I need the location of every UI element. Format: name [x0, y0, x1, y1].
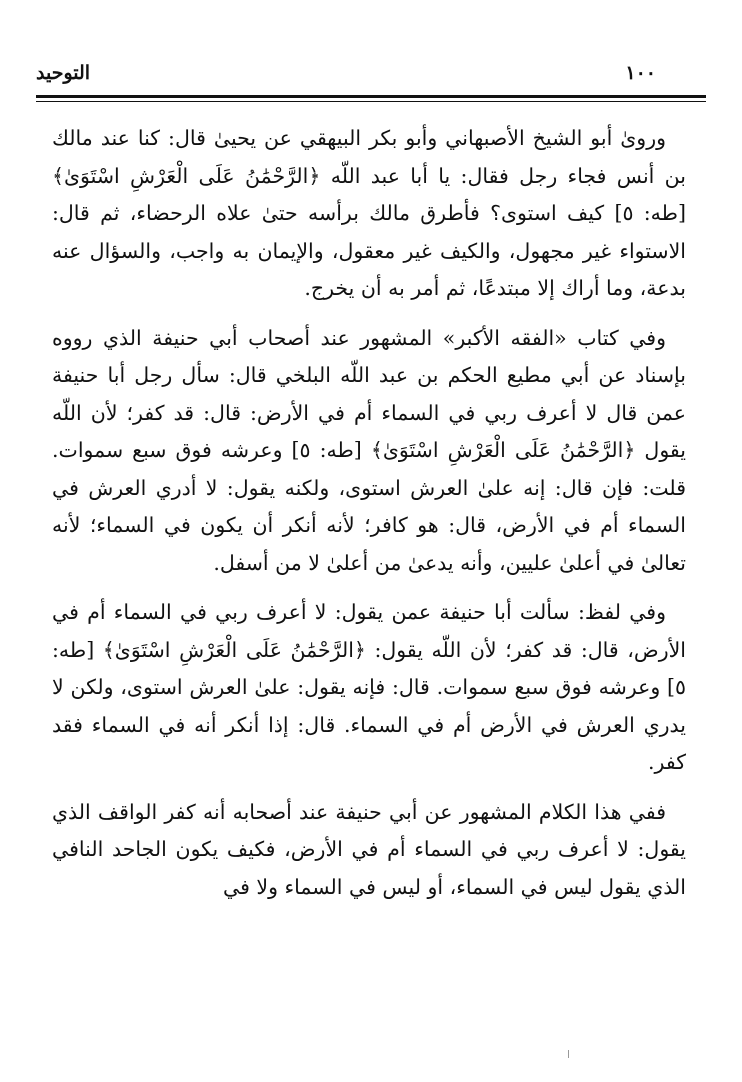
header-rule-thin [36, 101, 706, 102]
running-title: التوحيد [36, 62, 91, 84]
paragraph-malik: وروىٰ أبو الشيخ الأصبهاني وأبو بكر البيهقي عن يحيىٰ قال: كنا عند مالك بن أنس فجاء رجل فقال: يا أبا عبد اللّه ﴿الرَّحْمَٰنُ عَلَى الْعَرْشِ اسْتَوَىٰ﴾ [طه: ٥] كيف استوى؟ فأطرق مالك برأسه حتىٰ علاه الرحضاء، ثم قال: الاستواء غير مجهول، والكيف غير معقول، والإيمان به واجب، والسؤال عنه بدعة، وما أراك إلا مبتدعًا، ثم أمر به أن يخرج. [52, 126, 686, 300]
page-number: ١٠٠ [625, 62, 656, 84]
page-body [52, 120, 686, 918]
header-rule-thick [36, 95, 706, 98]
page-header [36, 58, 706, 94]
paragraph-other-wording: وفي لفظ: سألت أبا حنيفة عمن يقول: لا أعرف ربي في السماء أم في الأرض، قال: قد كفر؛ لأن اللّه يقول: ﴿الرَّحْمَٰنُ عَلَى الْعَرْشِ اسْتَوَىٰ﴾ [طه: ٥] وعرشه فوق سبع سموات. قال: فإنه يقول: علىٰ العرش استوى، ولكن لا يدري العرش في الأرض أم في السماء. قال: إذا أنكر أنه في السماء فقد كفر. [52, 600, 686, 774]
paragraph-conclusion: ففي هذا الكلام المشهور عن أبي حنيفة عند أصحابه أنه كفر الواقف الذي يقول: لا أعرف ربي في السماء أم في الأرض، فكيف يكون الجاحد النافي الذي يقول ليس في السماء، أو ليس في السماء ولا في [52, 799, 686, 899]
bottom-mark [568, 1050, 569, 1058]
paragraph-fiqh-akbar: وفي كتاب «الفقه الأكبر» المشهور عند أصحاب أبي حنيفة الذي رووه بإسناد عن أبي مطيع الحكم بن عبد اللّه البلخي قال: سأل رجل أبا حنيفة عمن قال لا أعرف ربي في السماء أم في الأرض: قال: قد كفر؛ لأن اللّه يقول ﴿الرَّحْمَٰنُ عَلَى الْعَرْشِ اسْتَوَىٰ﴾ [طه: ٥] وعرشه فوق سبع سموات. قلت: فإن قال: إنه علىٰ العرش استوى، ولكنه يقول: لا أدري العرش في السماء أم في الأرض، قال: هو كافر؛ لأنه أنكر أن يكون في السماء؛ لأنه تعالىٰ في أعلىٰ عليين، وأنه يدعىٰ من أعلىٰ لا من أسفل. [52, 325, 686, 575]
